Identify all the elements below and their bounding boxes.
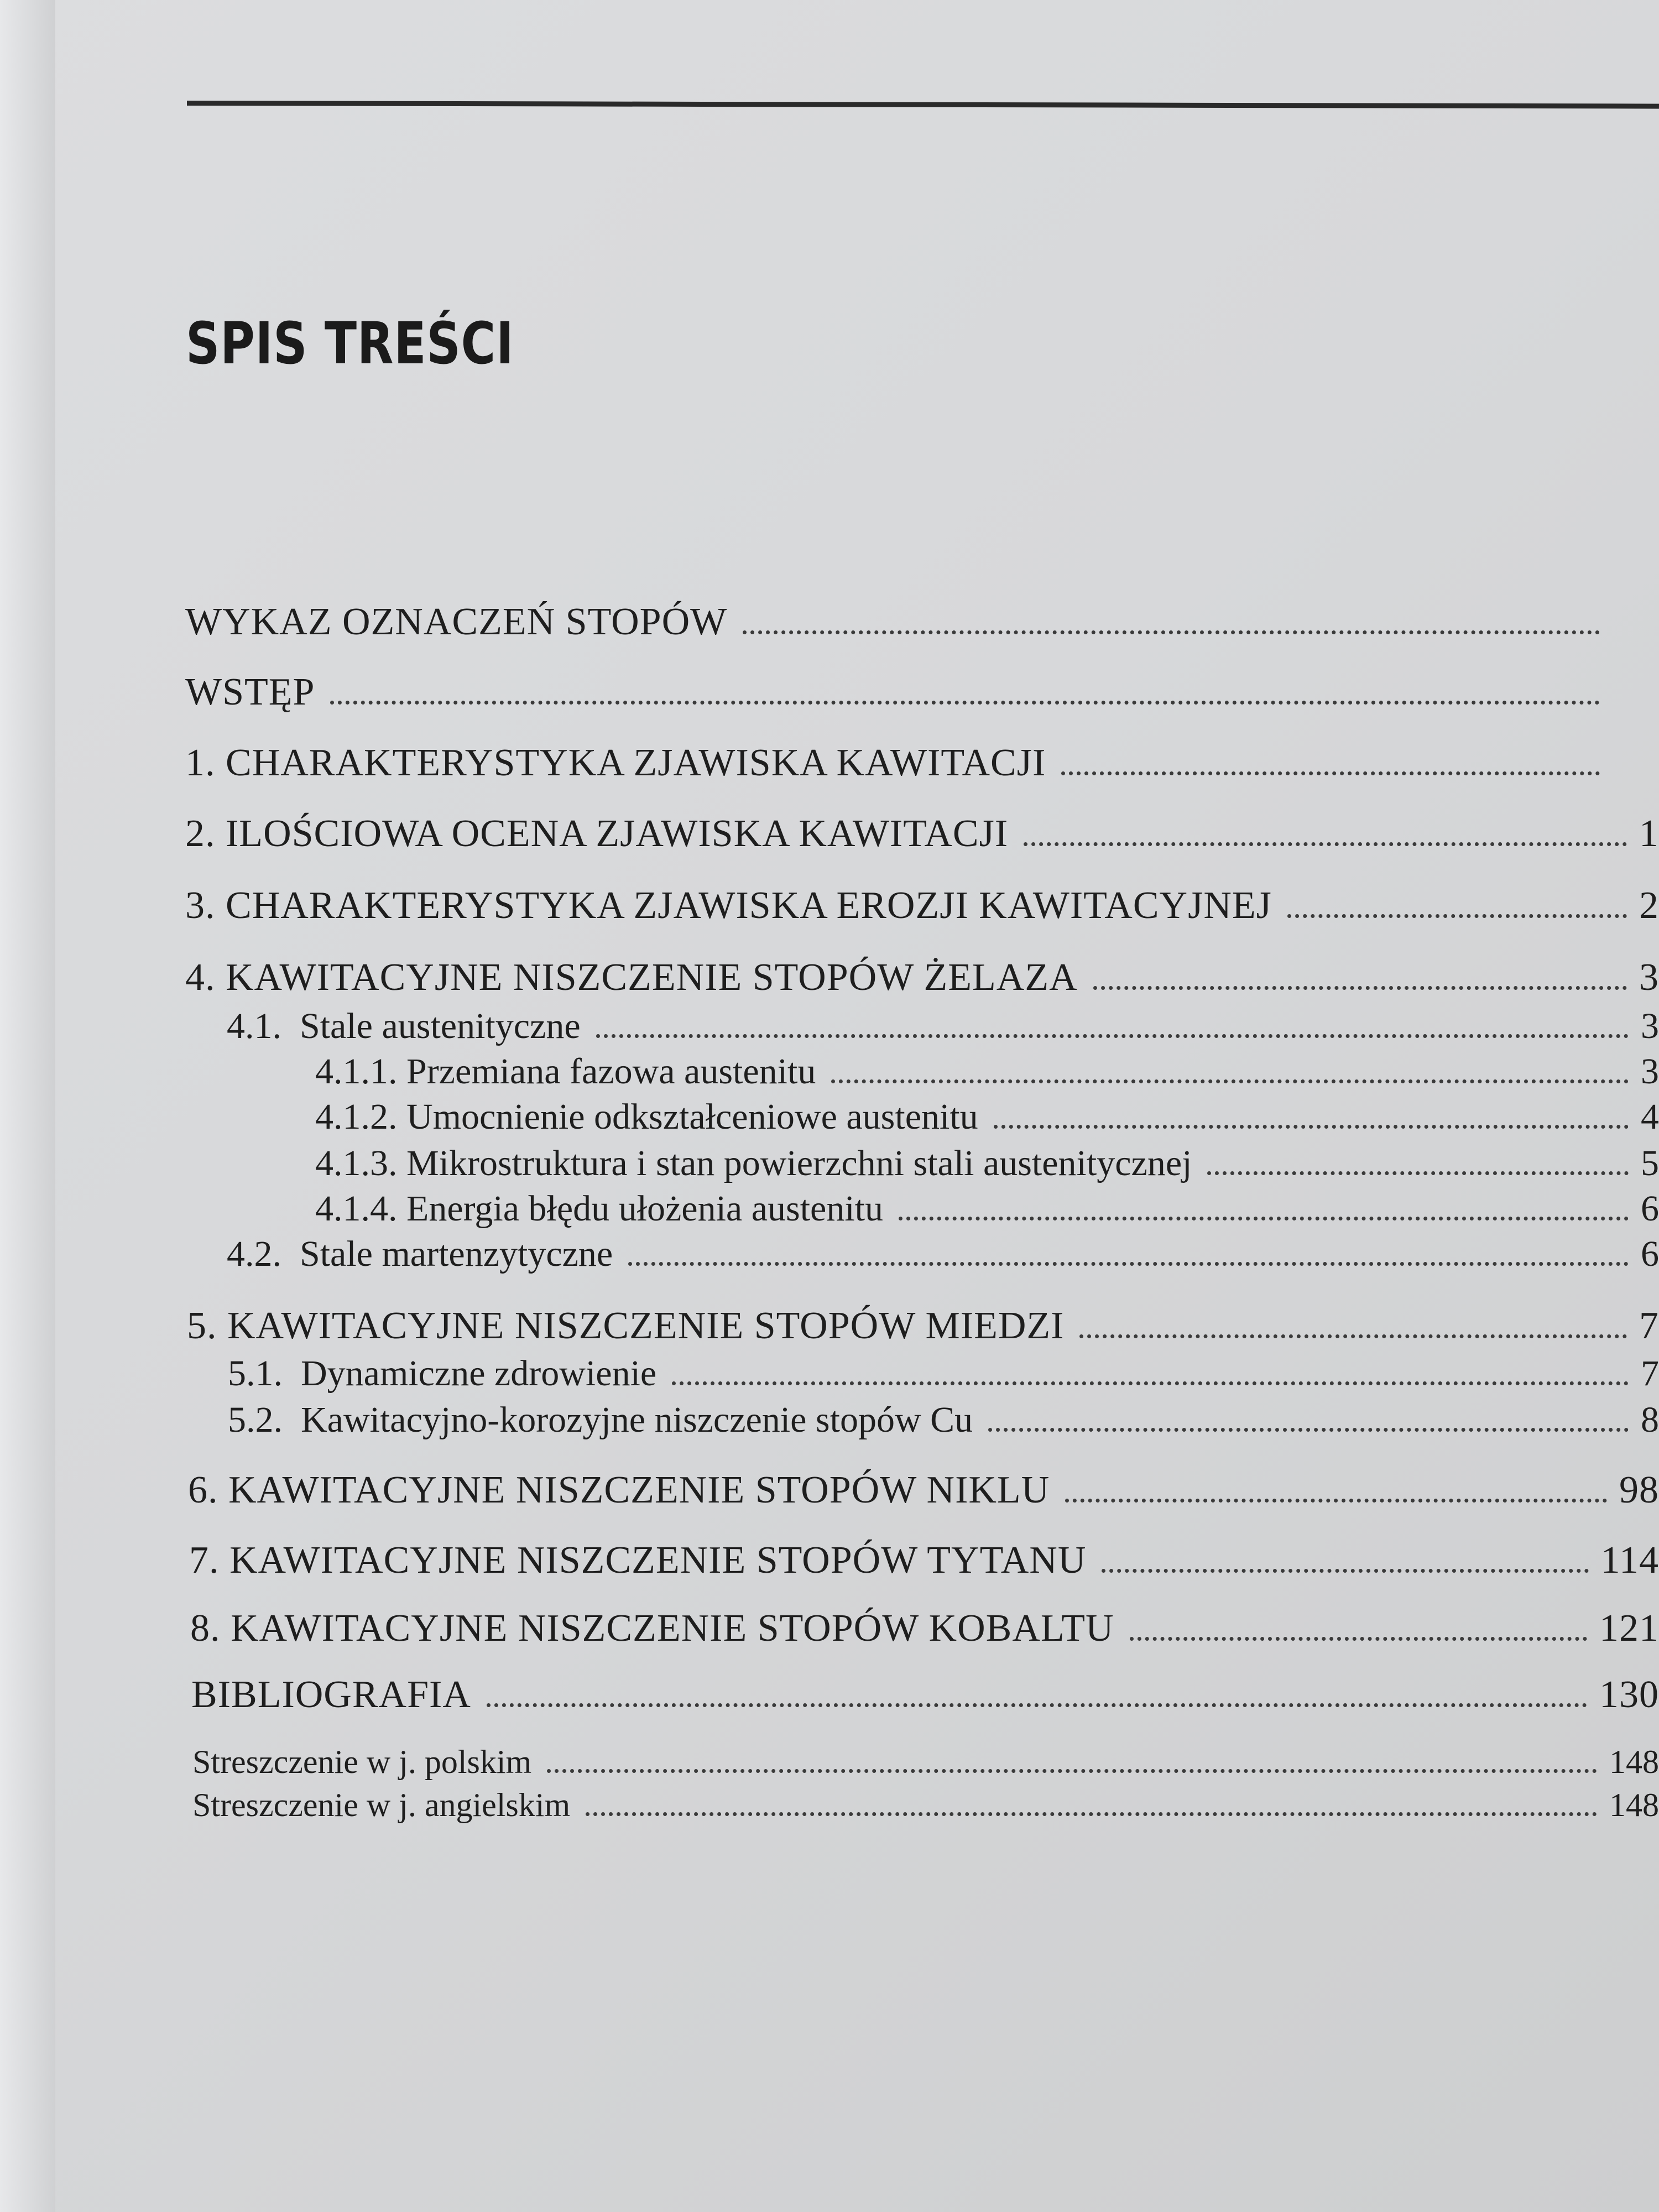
dot-leader xyxy=(1102,1569,1588,1573)
toc-entry-page: 7 xyxy=(1641,1353,1659,1394)
dot-leader xyxy=(1061,771,1600,775)
dot-leader xyxy=(1130,1637,1587,1641)
toc-entry-page: 148 xyxy=(1609,1787,1659,1823)
dot-leader xyxy=(1065,1499,1607,1503)
toc-entry xyxy=(189,1538,1659,1583)
dot-leader xyxy=(672,1381,1629,1385)
toc-entry-label: 4.1.4. Energia błędu ułożenia austenitu xyxy=(315,1188,883,1229)
dot-leader xyxy=(487,1703,1587,1707)
toc-entry-page: 114 xyxy=(1600,1539,1659,1582)
toc-entry xyxy=(192,1786,1659,1824)
toc-entry xyxy=(315,1096,1659,1138)
toc-entry-label: 4.1.3. Mikrostruktura i stan powierzchni stali austenitycznej xyxy=(315,1143,1192,1183)
toc-entry-label: 4.1. Stale austenityczne xyxy=(227,1006,581,1046)
toc-entry-page: 6 xyxy=(1641,1188,1659,1229)
toc-entry xyxy=(315,1051,1659,1093)
toc-entry-page: 6 xyxy=(1641,1234,1659,1274)
toc-entry-page: 130 xyxy=(1599,1673,1659,1716)
toc-entry xyxy=(185,812,1659,856)
toc-entry-page: 121 xyxy=(1599,1607,1659,1650)
toc-entry xyxy=(185,741,1623,785)
toc-entry-label: 5. KAWITACYJNE NISZCZENIE STOPÓW MIEDZI xyxy=(187,1305,1065,1347)
toc-entry xyxy=(191,1673,1659,1717)
toc-entry xyxy=(227,1233,1659,1275)
toc-entry-page: 98 xyxy=(1619,1469,1659,1511)
toc-entry xyxy=(228,1353,1659,1395)
toc-entry-label: 4.1.2. Umocnienie odkształceniowe austenitu xyxy=(315,1097,978,1137)
dot-leader xyxy=(1093,986,1627,990)
dot-leader xyxy=(1207,1171,1629,1175)
toc-entry-page: 4 xyxy=(1641,1097,1659,1137)
dot-leader xyxy=(743,630,1600,634)
dot-leader xyxy=(330,701,1600,705)
toc-entry-label: 8. KAWITACYJNE NISZCZENIE STOPÓW KOBALTU xyxy=(190,1607,1114,1650)
toc-entry-label: 2. ILOŚCIOWA OCENA ZJAWISKA KAWITACJI xyxy=(185,812,1009,855)
toc-entry xyxy=(187,1304,1659,1348)
dot-leader xyxy=(831,1079,1629,1083)
toc-entry-page: 5 xyxy=(1641,1143,1659,1183)
toc-entry xyxy=(192,1743,1659,1781)
toc-entry xyxy=(185,600,1623,644)
toc-entry-label: 5.2. Kawitacyjno-korozyjne niszczenie stopów Cu xyxy=(228,1400,973,1440)
dot-leader xyxy=(994,1125,1629,1129)
page-title: SPIS TREŚCI xyxy=(186,310,514,377)
toc-entry-page: 8 xyxy=(1641,1400,1659,1440)
dot-leader xyxy=(899,1217,1629,1220)
dot-leader xyxy=(596,1034,1629,1038)
toc-entry-label: 5.1. Dynamiczne zdrowienie xyxy=(228,1353,657,1394)
toc-entry xyxy=(185,884,1659,928)
toc-entry-page: 7 xyxy=(1639,1305,1659,1347)
toc-entry xyxy=(315,1188,1659,1230)
toc-entry xyxy=(190,1606,1659,1651)
dot-leader xyxy=(1079,1334,1627,1338)
toc-entry-label: Streszczenie w j. polskim xyxy=(192,1744,532,1780)
dot-leader xyxy=(1024,842,1627,846)
toc-entry-page: 148 xyxy=(1609,1744,1659,1780)
toc-entry-label: 3. CHARAKTERYSTYKA ZJAWISKA EROZJI KAWITACYJNEJ xyxy=(185,884,1272,927)
toc-entry-label: 4.2. Stale martenzytyczne xyxy=(227,1234,613,1274)
toc-entry-label: BIBLIOGRAFIA xyxy=(191,1673,471,1716)
toc-entry-page: 1 xyxy=(1639,812,1659,855)
dot-leader xyxy=(586,1812,1597,1816)
dot-leader xyxy=(988,1428,1629,1432)
dot-leader xyxy=(547,1769,1597,1773)
toc-entry-label: 7. KAWITACYJNE NISZCZENIE STOPÓW TYTANU xyxy=(189,1539,1087,1582)
toc-entry-label: WYKAZ OZNACZEŃ STOPÓW xyxy=(185,601,728,643)
toc-entry-page: 2 xyxy=(1639,884,1659,927)
toc-entry xyxy=(228,1399,1659,1441)
toc-entry-label: 4. KAWITACYJNE NISZCZENIE STOPÓW ŻELAZA xyxy=(185,956,1078,999)
toc-entry-label: 4.1.1. Przemiana fazowa austenitu xyxy=(315,1051,816,1092)
toc-entry xyxy=(188,1468,1659,1512)
dot-leader xyxy=(628,1262,1629,1266)
dot-leader xyxy=(1287,914,1627,918)
toc-entry-label: WSTĘP xyxy=(185,671,315,713)
toc-entry xyxy=(185,956,1659,1000)
toc-entry-label: Streszczenie w j. angielskim xyxy=(192,1787,571,1823)
toc-entry-page: 3 xyxy=(1641,1051,1659,1092)
toc-entry xyxy=(227,1005,1659,1047)
toc-entry-label: 6. KAWITACYJNE NISZCZENIE STOPÓW NIKLU xyxy=(188,1469,1050,1511)
toc-entry-page: 3 xyxy=(1641,1006,1659,1046)
toc-entry xyxy=(315,1142,1659,1185)
toc-entry xyxy=(185,670,1623,714)
toc-entry-page: 3 xyxy=(1639,956,1659,999)
toc-entry-label: 1. CHARAKTERYSTYKA ZJAWISKA KAWITACJI xyxy=(185,742,1046,784)
